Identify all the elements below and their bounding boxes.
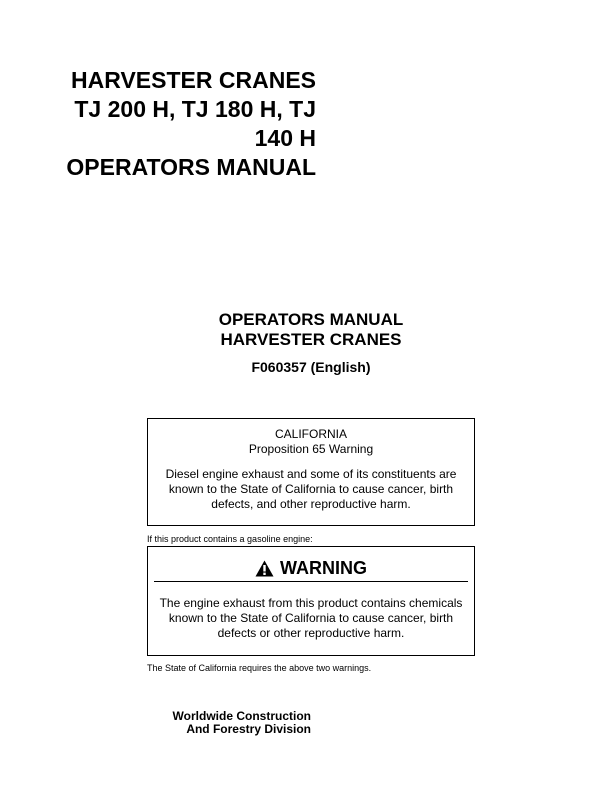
warning-header bbox=[154, 557, 468, 582]
title-line: 140 H bbox=[254, 125, 316, 151]
subtitle-line-2: HARVESTER CRANES bbox=[220, 330, 402, 349]
warning-heading: WARNING bbox=[280, 558, 367, 578]
california-body-line: known to the State of California to cause cancer, birth bbox=[168, 482, 454, 496]
gasoline-warning-box bbox=[147, 546, 475, 656]
division-line-2: And Forestry Division bbox=[186, 722, 311, 736]
warning-triangle-icon bbox=[255, 560, 274, 577]
subtitle-line-1: OPERATORS MANUAL bbox=[218, 310, 404, 329]
warning-body-line: defects or other reproductive harm. bbox=[217, 626, 405, 640]
title-line: TJ 200 H, TJ 180 H, TJ bbox=[74, 96, 316, 122]
warning-body bbox=[148, 596, 474, 641]
proposition-heading: Proposition 65 Warning bbox=[248, 442, 374, 456]
document-title bbox=[16, 66, 316, 182]
division-line-1: Worldwide Construction bbox=[172, 709, 311, 723]
california-body-line: defects, and other reproductive harm. bbox=[211, 497, 411, 511]
california-heading: CALIFORNIA bbox=[274, 427, 347, 441]
warning-body-line: The engine exhaust from this product contains chemicals bbox=[159, 596, 463, 610]
gasoline-engine-note: If this product contains a gasoline engine: bbox=[147, 534, 313, 544]
subtitle-block bbox=[190, 310, 432, 376]
publication-code: F060357 (English) bbox=[251, 359, 371, 375]
division-name bbox=[111, 710, 311, 736]
title-line: OPERATORS MANUAL bbox=[66, 154, 316, 180]
california-warning-box bbox=[147, 418, 475, 526]
title-line: HARVESTER CRANES bbox=[71, 67, 316, 93]
warning-body-line: known to the State of California to cause cancer, birth bbox=[168, 611, 454, 625]
california-body-line: Diesel engine exhaust and some of its constituents are bbox=[165, 467, 457, 481]
requirement-note: The State of California requires the above two warnings. bbox=[147, 663, 372, 673]
